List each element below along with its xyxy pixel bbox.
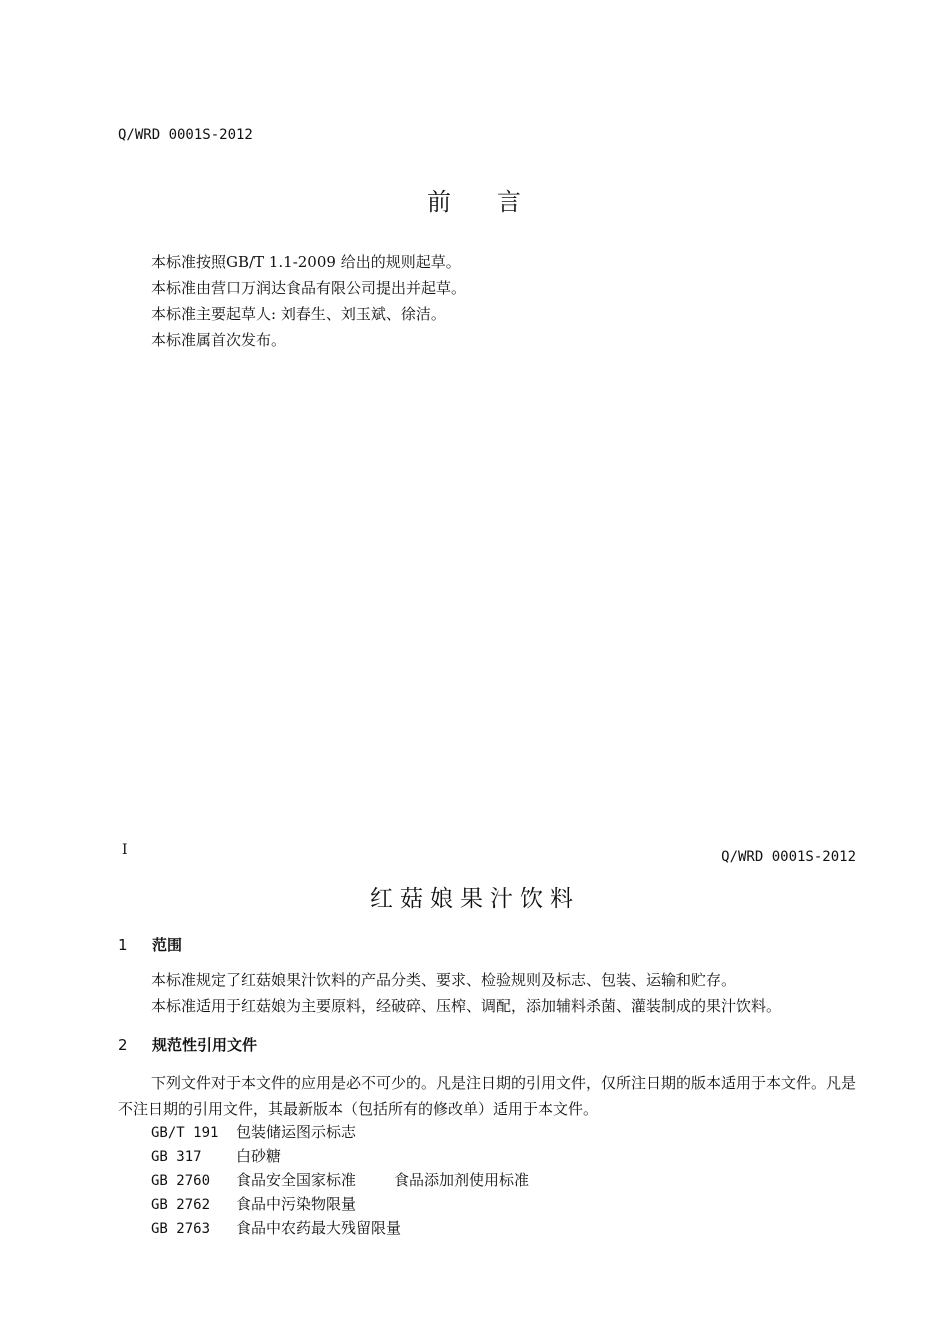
foreword-body	[151, 249, 466, 353]
paragraph: 本标准规定了红菇娘果汁饮料的产品分类、要求、检验规则及标志、包装、运输和贮存。	[151, 971, 737, 989]
reference-item	[151, 1216, 529, 1240]
section-title: 规范性引用文件	[152, 1036, 258, 1054]
foreword-line: 本标准主要起草人: 刘春生、刘玉斌、徐洁。	[151, 305, 446, 323]
section-number: 1	[118, 936, 128, 954]
reference-list	[151, 1120, 529, 1240]
section-1-body	[151, 967, 781, 1019]
standard-code-header: Q/WRD 0001S-2012	[118, 127, 253, 143]
section-2-intro: 下列文件对于本文件的应用是必不可少的。凡是注日期的引用文件，仅所注日期的版本适用于本文件。凡是不注日期的引用文件，其最新版本（包括所有的修改单）适用于本文件。	[118, 1074, 857, 1118]
reference-code: GB 2763	[151, 1221, 211, 1237]
foreword-line: 本标准按照GB/T 1.1-2009 给出的规则起草。	[151, 253, 461, 271]
paragraph: 本标准适用于红菇娘为主要原料，经破碎、压榨、调配，添加辅料杀菌、灌装制成的果汁饮料。	[151, 997, 782, 1015]
reference-item	[151, 1120, 529, 1144]
foreword-title-char-1: 前	[427, 188, 453, 216]
section-2-heading	[118, 1034, 257, 1055]
section-number: 2	[118, 1036, 128, 1054]
section-1-heading	[118, 934, 182, 955]
foreword-line: 本标准由营口万润达食品有限公司提出并起草。	[151, 279, 467, 297]
reference-title: 食品安全国家标准	[236, 1171, 357, 1189]
reference-code: GB/T 191	[151, 1125, 219, 1141]
standard-code-header-2: Q/WRD 0001S-2012	[721, 849, 856, 865]
reference-code: GB 317	[151, 1149, 202, 1165]
reference-title: 食品中污染物限量	[236, 1195, 357, 1213]
section-title: 范围	[152, 936, 183, 954]
reference-title: 白砂糖	[236, 1147, 282, 1165]
reference-item	[151, 1192, 529, 1216]
reference-subtitle: 食品添加剂使用标准	[394, 1171, 530, 1189]
reference-title: 食品中农药最大残留限量	[236, 1219, 402, 1237]
reference-item	[151, 1168, 529, 1192]
reference-code: GB 2762	[151, 1197, 211, 1213]
foreword-title	[0, 182, 950, 217]
reference-code: GB 2760	[151, 1173, 211, 1189]
reference-item	[151, 1144, 529, 1168]
foreword-title-char-2: 言	[497, 188, 523, 216]
page-number: I	[122, 842, 128, 858]
foreword-line: 本标准属首次发布。	[151, 331, 287, 349]
document-title: 红菇娘果汁饮料	[370, 886, 580, 912]
reference-title: 包装储运图示标志	[236, 1123, 357, 1141]
